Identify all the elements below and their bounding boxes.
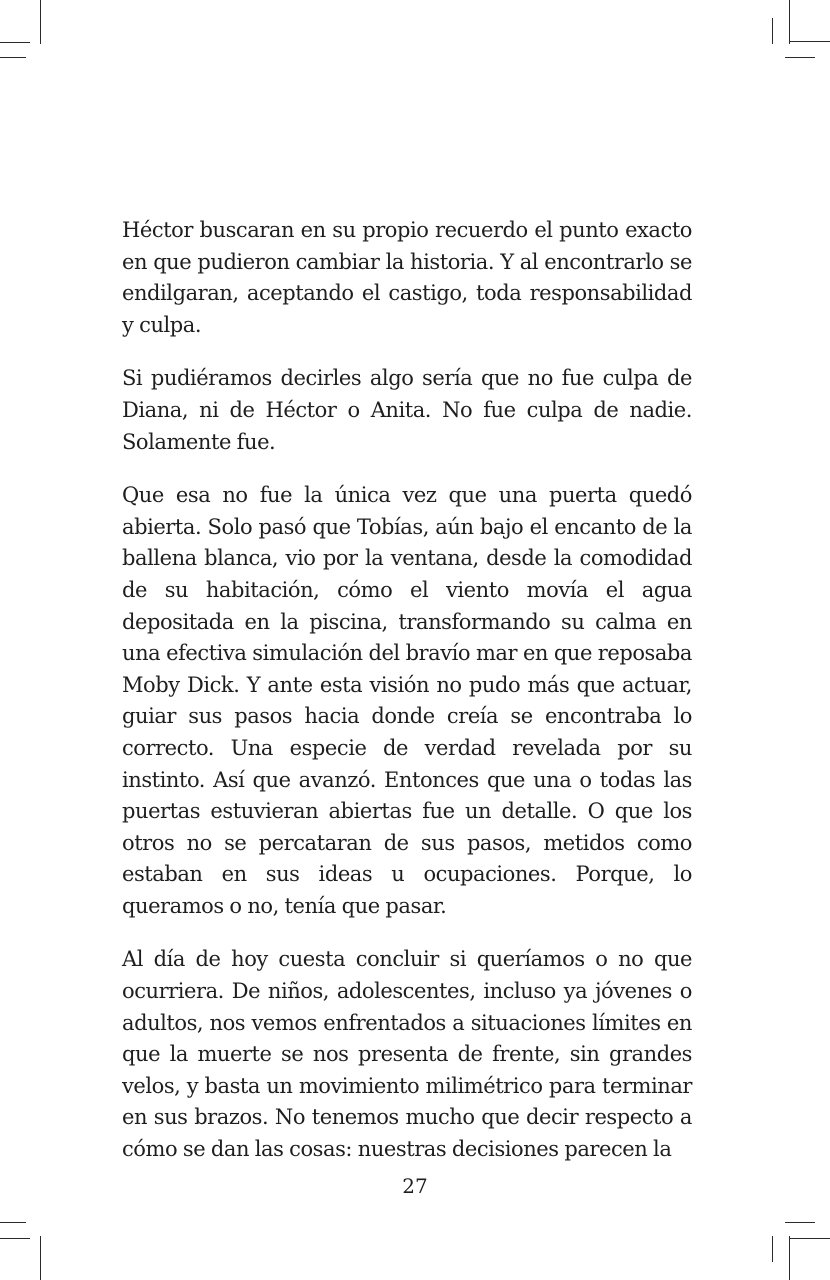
crop-mark-bottom-right-vertical-inner xyxy=(772,1236,773,1262)
crop-mark-top-right-horizontal-lower xyxy=(785,57,815,58)
crop-mark-top-right-vertical-inner xyxy=(772,18,773,44)
crop-mark-top-left-horizontal-lower xyxy=(0,57,26,58)
body-text xyxy=(122,215,692,1166)
paragraph-4: Al día de hoy cuesta concluir si queríamos o no que ocurriera. De niños, adolescentes, incluso ya jóvenes o adultos, nos vemos enfrentados a situaciones límites en que la muerte se nos presenta de frente, sin grandes velos, y basta un movimiento milimétrico para terminar en sus brazos. No tenemos mucho que decir respecto a cómo se dan las cosas: nuestras decisiones parecen la xyxy=(122,947,692,1162)
crop-mark-bottom-left-horizontal-upper xyxy=(0,1222,26,1223)
paragraph-1: Héctor buscaran en su propio recuerdo el punto exacto en que pudieron cambiar la historia. Y al encontrarlo se endilgaran, aceptando el castigo, toda responsabilidad y culpa. xyxy=(122,218,692,337)
crop-mark-bottom-right-horizontal-upper xyxy=(785,1222,815,1223)
page-number: 27 xyxy=(402,1174,428,1198)
crop-mark-bottom-left-vertical xyxy=(40,1236,41,1280)
crop-mark-top-left-vertical xyxy=(40,0,41,44)
paragraph-2: Si pudiéramos decirles algo sería que no fue culpa de Diana, ni de Héctor o Anita. No fue culpa de nadie. Solamente fue. xyxy=(122,366,692,454)
crop-mark-bottom-right-horizontal-lower xyxy=(790,1238,830,1239)
crop-mark-top-right-vertical-outer xyxy=(789,0,790,44)
paragraph-3: Que esa no fue la única vez que una puerta quedó abierta. Solo pasó que Tobías, aún bajo el encanto de la ballena blanca, vio por la ventana, desde la comodidad de su habitación, cómo el viento movía el agua depositada en la piscina, transformando su calma en una efectiva simulación del bravío mar en que reposaba Moby Dick. Y ante esta visión no pudo más que actuar, guiar sus pasos hacia donde creía se encontraba lo correcto. Una especie de verdad revelada por su instinto. Así que avanzó. Entonces que una o todas las puertas estuvieran abiertas fue un detalle. O que los otros no se percataran de sus pasos, metidos como estaban en sus ideas u ocupaciones. Porque, lo queramos o no, tenía que pasar. xyxy=(122,483,692,918)
crop-mark-top-left-horizontal xyxy=(0,42,30,43)
crop-mark-top-right-horizontal-upper xyxy=(790,41,830,42)
crop-mark-bottom-left-horizontal-lower xyxy=(0,1238,30,1239)
crop-mark-bottom-right-vertical-outer xyxy=(789,1236,790,1280)
